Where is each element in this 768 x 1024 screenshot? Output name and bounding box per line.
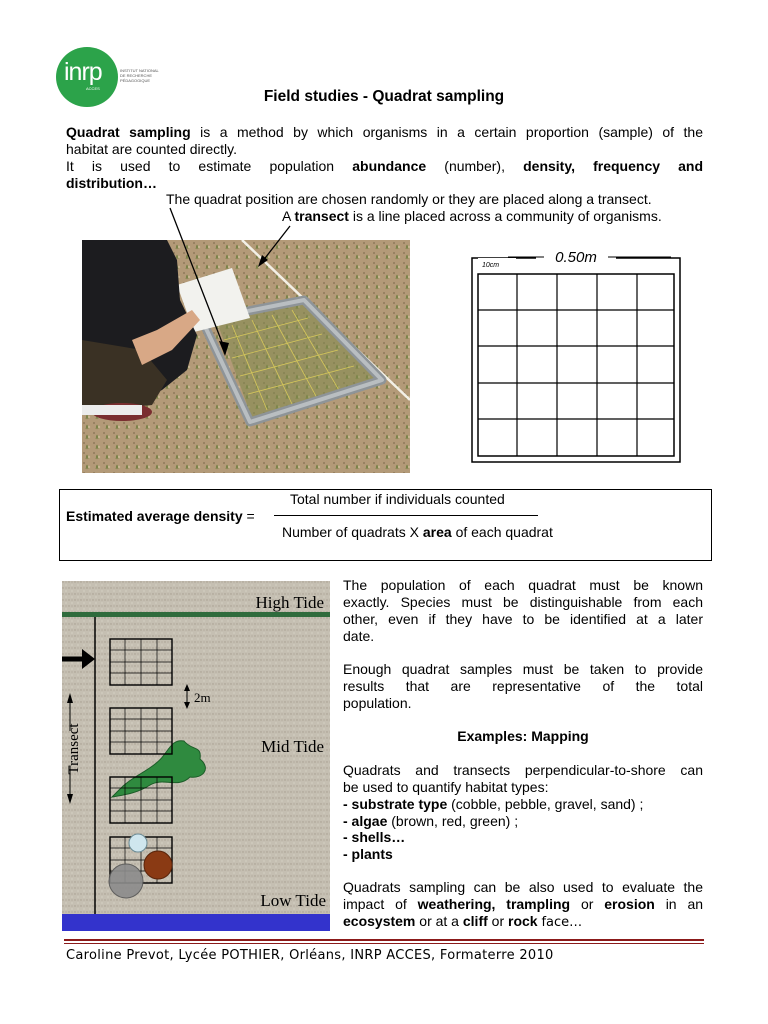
fraction-line [274,515,538,516]
mid-tide-label: Mid Tide [261,737,324,756]
para1-line2: exactly. Species must be distinguishable from each [343,594,703,610]
intro-line-6: A transect is a line placed across a community of organisms. [282,208,662,224]
para3-line2: be used to quantify habitat types: [343,779,549,795]
formula-denominator: Number of quadrats X area of each quadrat [282,524,553,540]
cell-size-label: 10cm [482,262,500,269]
page-title: Field studies - Quadrat sampling [263,88,505,105]
formula-label: Estimated average density = [66,508,255,524]
intro-line-4: distribution… [66,175,157,191]
habitat-item-shells: - shells… [343,829,406,845]
logo-word: inrp [64,58,102,86]
formula-numerator: Total number if individuals counted [290,491,505,507]
examples-heading: Examples: Mapping [457,728,589,744]
intro-line-5: The quadrat position are chosen randomly or they are placed along a transect. [166,191,652,207]
spacing-label: 2m [194,690,211,705]
para4-line1: Quadrats sampling can be also used to evaluate the [343,879,703,895]
para2-line3: population. [343,695,412,711]
logo-institution: INSTITUT NATIONAL DE RECHERCHE PÉDAGOGIQUE [120,68,159,83]
para4-line2: impact of weathering, trampling or erosion in an [343,896,704,912]
intro-line-2: habitat are counted directly. [66,141,237,157]
logo-subtext: ACCES [86,86,100,91]
quadrat-grid-figure [466,246,688,468]
para1-line1: The population of each quadrat must be known [343,577,703,593]
shore-transect-figure [62,581,330,931]
habitat-item-algae: - algae (brown, red, green) ; [343,813,519,829]
para1-line3: other, even if they have to be identified at a later [343,611,703,627]
high-tide-label: High Tide [255,593,324,612]
habitat-item-substrate: - substrate type (cobble, pebble, gravel, sand) ; [343,796,644,812]
intro-line-3: It is used to estimate population abundance (number), density, frequency and [66,158,704,174]
para1-line4: date. [343,628,375,644]
pointer-arrows [160,200,300,360]
para4-line3: ecosystem or at a cliff or rock face… [343,913,583,930]
low-tide-label: Low Tide [260,891,326,910]
para3-line1: Quadrats and transects perpendicular-to-shore can [343,762,703,778]
footer-rule [64,939,704,941]
intro-line-1: Quadrat sampling is a method by which organisms in a certain proportion (sample) of the [66,124,703,140]
para2-line2: results that are representative of the total [343,678,703,694]
habitat-item-plants: - plants [343,846,393,862]
footer-rule-thin [64,943,704,944]
grid-size-label: 0.50m [555,249,597,266]
transect-label: Transect [66,723,82,775]
para2-line1: Enough quadrat samples must be taken to provide [343,661,703,677]
footer-credit: Caroline Prevot, Lycée POTHIER, Orléans, INRP ACCES, Formaterre 2010 [66,948,554,963]
